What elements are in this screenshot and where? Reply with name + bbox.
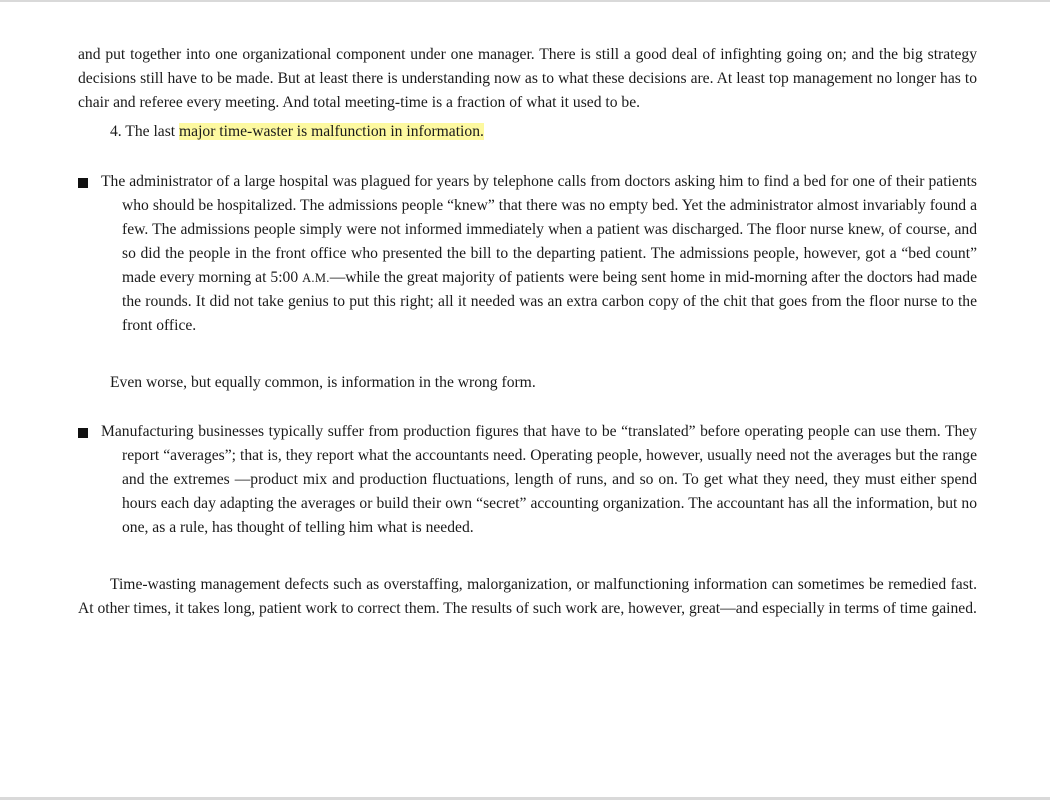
highlighted-text[interactable]: major time-waster is malfunction in information.	[179, 123, 484, 140]
continuation-paragraph: and put together into one organizational component under one manager. There is still a good deal of infighting going on; and the big strategy decisions still have to be made. But at least there is understanding now as to what these decisions are. At least top management no longer has to chair and referee every meeting. And total meeting-time is a fraction of what it used to be.	[78, 46, 977, 111]
manufacturing-example-text: Manufacturing businesses typically suffer from production figures that have to be “translated” before operating people can use them. They report “averages”; that is, they report what the accountants need. Operating people, however, usually need not the averages but the range and the extremes —product mix and production fluctuations, length of runs, and so on. To get what they need, they must either spend hours each day adapting the averages or build their own “secret” accounting organization. The accountant has all the information, but no one, as a rule, has thought of telling him what is needed.	[101, 423, 977, 536]
top-border	[0, 0, 1050, 2]
list-item-4	[78, 120, 977, 144]
list-item-4-prefix: 4. The last	[110, 123, 180, 140]
hospital-example-text-1: The administrator of a large hospital was plagued for years by telephone calls from doctors asking him to find a bed for one of their patients who should be hospitalized. The admissions people “knew” that there was no empty bed. Yet the administrator almost invariably found a few. The admissions people simply were not informed immediately when a patient was discharged. The floor nurse knew, of course, and so did the people in the front office who presented the bill to the departing patient. The admissions people, however, got a “bed count” made every morning at 5:00	[101, 173, 977, 286]
manufacturing-example	[78, 420, 977, 540]
closing-paragraph: Time-wasting management defects such as overstaffing, malorganization, or malfunctioning information can sometimes be remedied fast. At other times, it takes long, patient work to correct them. The results of such work are, however, great—and especially in terms of time gained.	[78, 576, 977, 617]
transition-paragraph: Even worse, but equally common, is information in the wrong form.	[110, 374, 536, 391]
bullet-square-icon	[78, 178, 88, 188]
bullet-square-icon	[78, 428, 88, 438]
am-small-caps: A.M.	[302, 271, 330, 285]
document-page	[78, 43, 977, 621]
hospital-example-text-2: —while the great majority of patients were being sent home in mid-morning after the doctors had made the rounds. It did not take genius to put this right; all it needed was an extra carbon copy of the chit that goes from the floor nurse to the front office.	[122, 269, 977, 334]
hospital-example	[78, 170, 977, 338]
